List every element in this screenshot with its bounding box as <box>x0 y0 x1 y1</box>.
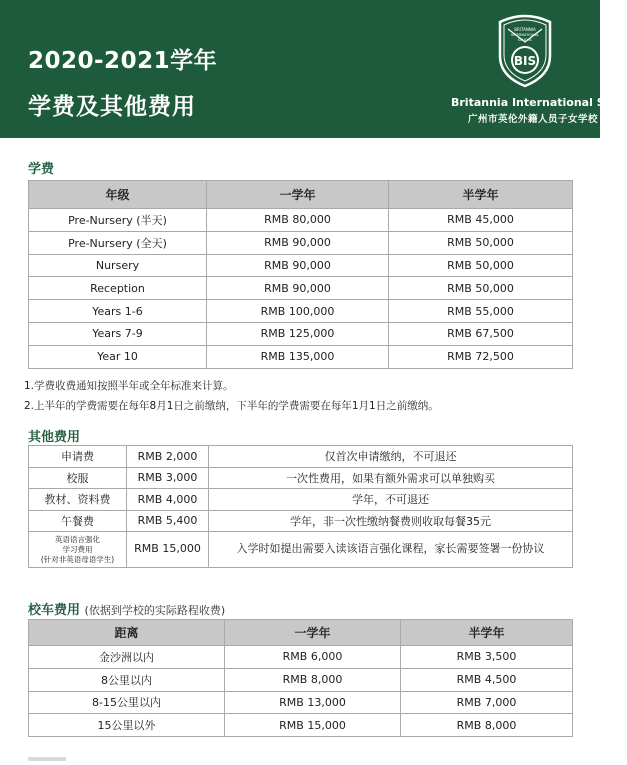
table-row <box>29 489 573 511</box>
header-banner <box>0 0 627 138</box>
fee-amount-cell: RMB 4,000 <box>127 489 209 511</box>
school-name-cn: 广州市英伦外籍人员子女学校 <box>468 114 599 125</box>
full-year-fee-cell: RMB 135,000 <box>207 345 389 368</box>
table-row <box>29 668 573 691</box>
grade-cell: Years 1-6 <box>29 300 207 323</box>
distance-cell: 金沙洲以内 <box>29 646 225 669</box>
table-header-row <box>29 620 573 646</box>
fee-amount-cell: RMB 3,000 <box>127 467 209 489</box>
table-row <box>29 322 573 345</box>
half-year-fee-cell: RMB 3,500 <box>401 646 573 669</box>
tuition-note: 2.上半年的学费需要在每年8月1日之前缴纳，下半年的学费需要在每年1月1日之前缴纳。 <box>24 400 439 412</box>
distance-cell: 15公里以外 <box>29 714 225 737</box>
table-row <box>29 510 573 532</box>
table-row <box>29 209 573 232</box>
full-year-fee-cell: RMB 90,000 <box>207 277 389 300</box>
table-row <box>29 254 573 277</box>
table-row <box>29 532 573 568</box>
bus-fees-title: 校车费用 <box>28 603 81 618</box>
half-year-fee-cell: RMB 55,000 <box>389 300 573 323</box>
column-header-full-year: 一学年 <box>225 620 401 646</box>
table-row <box>29 714 573 737</box>
table-header-row <box>29 181 573 209</box>
grade-cell: Pre-Nursery (全天) <box>29 231 207 254</box>
bus-fees-table <box>28 619 573 737</box>
table-row <box>29 345 573 368</box>
distance-cell: 8公里以内 <box>29 668 225 691</box>
column-header-distance: 距离 <box>29 620 225 646</box>
table-row <box>29 646 573 669</box>
fee-amount-cell: RMB 15,000 <box>127 532 209 568</box>
grade-cell: Years 7-9 <box>29 322 207 345</box>
svg-text:BRITANNIA: BRITANNIA <box>514 27 536 32</box>
table-row <box>29 691 573 714</box>
half-year-fee-cell: RMB 50,000 <box>389 277 573 300</box>
half-year-fee-cell: RMB 7,000 <box>401 691 573 714</box>
full-year-fee-cell: RMB 90,000 <box>207 231 389 254</box>
tuition-section-title: 学费 <box>28 162 55 177</box>
fee-name-line: 学习费用 <box>62 544 93 554</box>
school-crest-icon <box>494 8 556 88</box>
table-row <box>29 277 573 300</box>
tuition-note: 1.学费收费通知按照半年或全年标准来计算。 <box>24 380 234 392</box>
fee-name-cell: 教材、资料费 <box>29 489 127 511</box>
column-header-half-year: 半学年 <box>389 181 573 209</box>
fee-name-line: (针对非英语母语学生) <box>40 554 115 564</box>
page-title: 学费及其他费用 <box>28 94 196 120</box>
school-name-en: Britannia International Scho <box>451 96 627 109</box>
other-fees-section-title: 其他费用 <box>28 430 81 445</box>
bus-fees-note: (依据到学校的实际路程收费) <box>84 604 226 617</box>
half-year-fee-cell: RMB 72,500 <box>389 345 573 368</box>
fee-name-line: 英语语言强化 <box>55 534 100 544</box>
full-year-fee-cell: RMB 90,000 <box>207 254 389 277</box>
fee-note-cell: 仅首次申请缴纳，不可退还 <box>209 446 573 468</box>
grade-cell: Reception <box>29 277 207 300</box>
full-year-fee-cell: RMB 100,000 <box>207 300 389 323</box>
full-year-fee-cell: RMB 8,000 <box>225 668 401 691</box>
grade-cell: Nursery <box>29 254 207 277</box>
table-row <box>29 446 573 468</box>
table-row <box>29 231 573 254</box>
half-year-fee-cell: RMB 67,500 <box>389 322 573 345</box>
full-year-fee-cell: RMB 6,000 <box>225 646 401 669</box>
fee-amount-cell: RMB 5,400 <box>127 510 209 532</box>
distance-cell: 8-15公里以内 <box>29 691 225 714</box>
svg-text:SCHOOL: SCHOOL <box>517 38 533 42</box>
fee-name-cell: 午餐费 <box>29 510 127 532</box>
tuition-table <box>28 180 573 369</box>
grade-cell: Year 10 <box>29 345 207 368</box>
fee-note-cell: 学年，非一次性缴纳餐费则收取每餐35元 <box>209 510 573 532</box>
table-row <box>29 467 573 489</box>
full-year-fee-cell: RMB 15,000 <box>225 714 401 737</box>
svg-text:BIS: BIS <box>513 54 537 68</box>
column-header-half-year: 半学年 <box>401 620 573 646</box>
grade-cell: Pre-Nursery (半天) <box>29 209 207 232</box>
tuition-notes <box>24 376 439 416</box>
column-header-full-year: 一学年 <box>207 181 389 209</box>
divider <box>28 757 66 761</box>
bus-fees-section-title <box>28 599 225 618</box>
fee-note-cell: 入学时如提出需要入读该语言强化课程，家长需要签署一份协议 <box>209 532 573 568</box>
half-year-fee-cell: RMB 4,500 <box>401 668 573 691</box>
full-year-fee-cell: RMB 80,000 <box>207 209 389 232</box>
half-year-fee-cell: RMB 50,000 <box>389 231 573 254</box>
full-year-fee-cell: RMB 13,000 <box>225 691 401 714</box>
fee-name-cell: 校服 <box>29 467 127 489</box>
page-title-year: 2020-2021学年 <box>28 48 218 74</box>
half-year-fee-cell: RMB 50,000 <box>389 254 573 277</box>
fee-amount-cell: RMB 2,000 <box>127 446 209 468</box>
half-year-fee-cell: RMB 8,000 <box>401 714 573 737</box>
fee-name-cell: 申请费 <box>29 446 127 468</box>
table-row <box>29 300 573 323</box>
fee-note-cell: 学年，不可退还 <box>209 489 573 511</box>
half-year-fee-cell: RMB 45,000 <box>389 209 573 232</box>
full-year-fee-cell: RMB 125,000 <box>207 322 389 345</box>
other-fees-table <box>28 445 573 568</box>
fee-note-cell: 一次性费用，如果有额外需求可以单独购买 <box>209 467 573 489</box>
svg-text:INTERNATIONAL: INTERNATIONAL <box>510 33 540 37</box>
fee-name-cell <box>29 532 127 568</box>
column-header-grade: 年级 <box>29 181 207 209</box>
